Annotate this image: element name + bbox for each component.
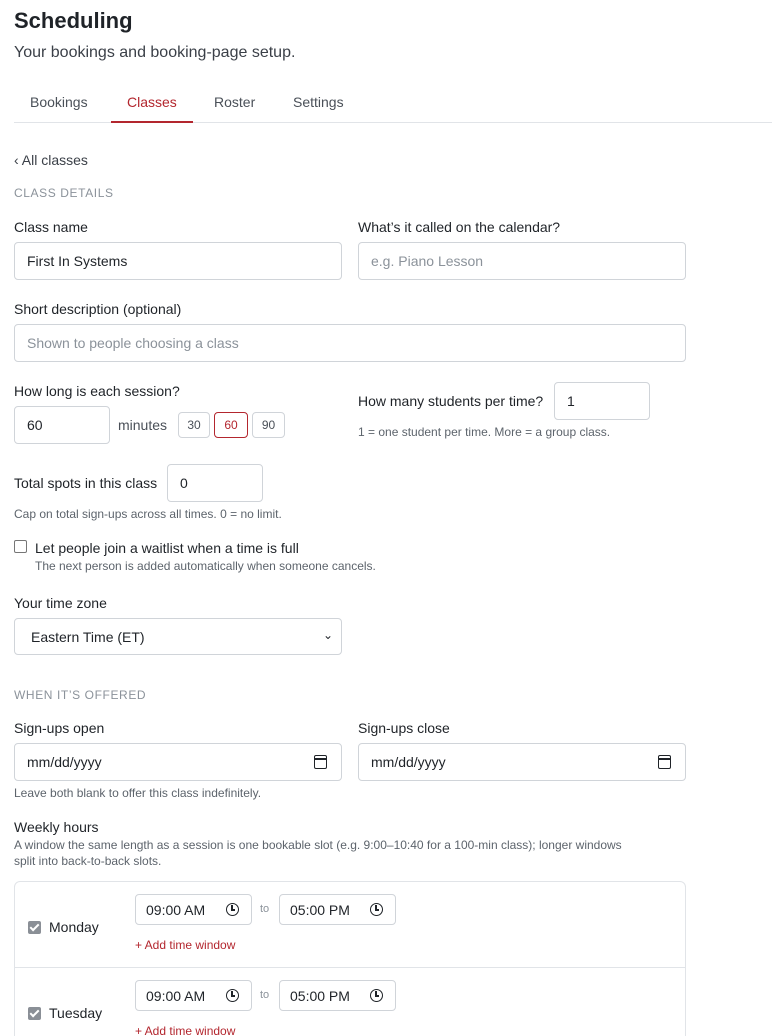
calendar-icon[interactable] xyxy=(314,755,327,769)
preset-30-button[interactable]: 30 xyxy=(178,412,210,438)
signups-open-label: Sign-ups open xyxy=(14,720,105,736)
signups-close-input[interactable] xyxy=(358,743,686,781)
waitlist-hint: The next person is added automatically when someone cancels. xyxy=(35,559,376,573)
total-spots-hint: Cap on total sign-ups across all times. 0 = no limit. xyxy=(14,507,282,521)
preset-60-button[interactable]: 60 xyxy=(214,412,248,438)
signups-close-label: Sign-ups close xyxy=(358,720,450,736)
students-per-time-label: How many students per time? xyxy=(358,393,544,409)
monday-end-value: 05:00 PM xyxy=(290,902,350,918)
students-per-time-input[interactable] xyxy=(554,382,650,420)
description-label: Short description (optional) xyxy=(14,301,182,317)
class-name-label: Class name xyxy=(14,219,88,235)
clock-icon[interactable] xyxy=(226,989,239,1002)
day-row-monday xyxy=(15,882,685,968)
tab-roster[interactable]: Roster xyxy=(214,94,256,110)
calendar-icon[interactable] xyxy=(658,755,671,769)
weekly-hours-label: Weekly hours xyxy=(14,819,99,835)
tuesday-start-value: 09:00 AM xyxy=(146,988,206,1004)
monday-start-value: 09:00 AM xyxy=(146,902,206,918)
time-zone-label: Your time zone xyxy=(14,595,107,611)
day-name-tuesday: Tuesday xyxy=(49,1005,103,1021)
monday-end-time[interactable] xyxy=(279,894,396,925)
tab-bookings[interactable]: Bookings xyxy=(30,94,88,110)
page-subtitle: Your bookings and booking-page setup. xyxy=(14,44,296,61)
total-spots-input[interactable] xyxy=(167,464,263,502)
tuesday-end-time[interactable] xyxy=(279,980,396,1011)
tuesday-end-value: 05:00 PM xyxy=(290,988,350,1004)
tuesday-add-time-window-button[interactable]: + Add time window xyxy=(135,1024,236,1036)
dates-hint: Leave both blank to offer this class indefinitely. xyxy=(14,786,262,800)
calendar-name-input[interactable] xyxy=(358,242,686,280)
day-name-monday: Monday xyxy=(49,919,99,935)
tuesday-start-time[interactable] xyxy=(135,980,252,1011)
clock-icon[interactable] xyxy=(370,989,383,1002)
waitlist-checkbox[interactable] xyxy=(14,540,27,553)
session-length-label: How long is each session? xyxy=(14,383,180,399)
to-separator: to xyxy=(260,989,270,1001)
signups-close-placeholder: mm/dd/yyyy xyxy=(371,754,446,770)
section-label-when-offered: WHEN IT’S OFFERED xyxy=(14,688,147,702)
all-classes-link[interactable]: ‹ All classes xyxy=(14,152,88,168)
monday-checkbox[interactable] xyxy=(28,921,41,934)
signups-open-placeholder: mm/dd/yyyy xyxy=(27,754,102,770)
waitlist-label: Let people join a waitlist when a time is full xyxy=(35,540,299,556)
clock-icon[interactable] xyxy=(370,903,383,916)
tab-settings[interactable]: Settings xyxy=(293,94,344,110)
minutes-unit: minutes xyxy=(118,417,168,433)
monday-start-time[interactable] xyxy=(135,894,252,925)
tab-bar xyxy=(14,84,772,123)
signups-open-input[interactable] xyxy=(14,743,342,781)
chevron-down-icon: ⌄ xyxy=(322,628,333,642)
to-separator: to xyxy=(260,903,270,915)
tab-classes[interactable]: Classes xyxy=(111,84,193,123)
students-per-time-hint: 1 = one student per time. More = a group class. xyxy=(358,425,611,439)
description-input[interactable] xyxy=(14,324,686,362)
time-zone-select[interactable] xyxy=(14,618,342,655)
clock-icon[interactable] xyxy=(226,903,239,916)
page-title: Scheduling xyxy=(14,8,133,33)
preset-90-button[interactable]: 90 xyxy=(252,412,285,438)
total-spots-label: Total spots in this class xyxy=(14,475,158,491)
class-name-input[interactable] xyxy=(14,242,342,280)
monday-add-time-window-button[interactable]: + Add time window xyxy=(135,938,236,952)
session-length-input[interactable] xyxy=(14,406,110,444)
weekly-hours-hint-line1: A window the same length as a session is one bookable slot (e.g. 9:00–10:40 for a 100-min class); longer windows xyxy=(14,838,622,852)
time-zone-value: Eastern Time (ET) xyxy=(31,629,145,645)
calendar-name-label: What’s it called on the calendar? xyxy=(358,219,561,235)
weekly-hours-hint-line2: split into back-to-back slots. xyxy=(14,854,162,868)
weekly-hours-table xyxy=(14,881,686,1036)
day-row-tuesday xyxy=(15,968,685,1036)
section-label-class-details: CLASS DETAILS xyxy=(14,186,114,200)
tuesday-checkbox[interactable] xyxy=(28,1007,41,1020)
